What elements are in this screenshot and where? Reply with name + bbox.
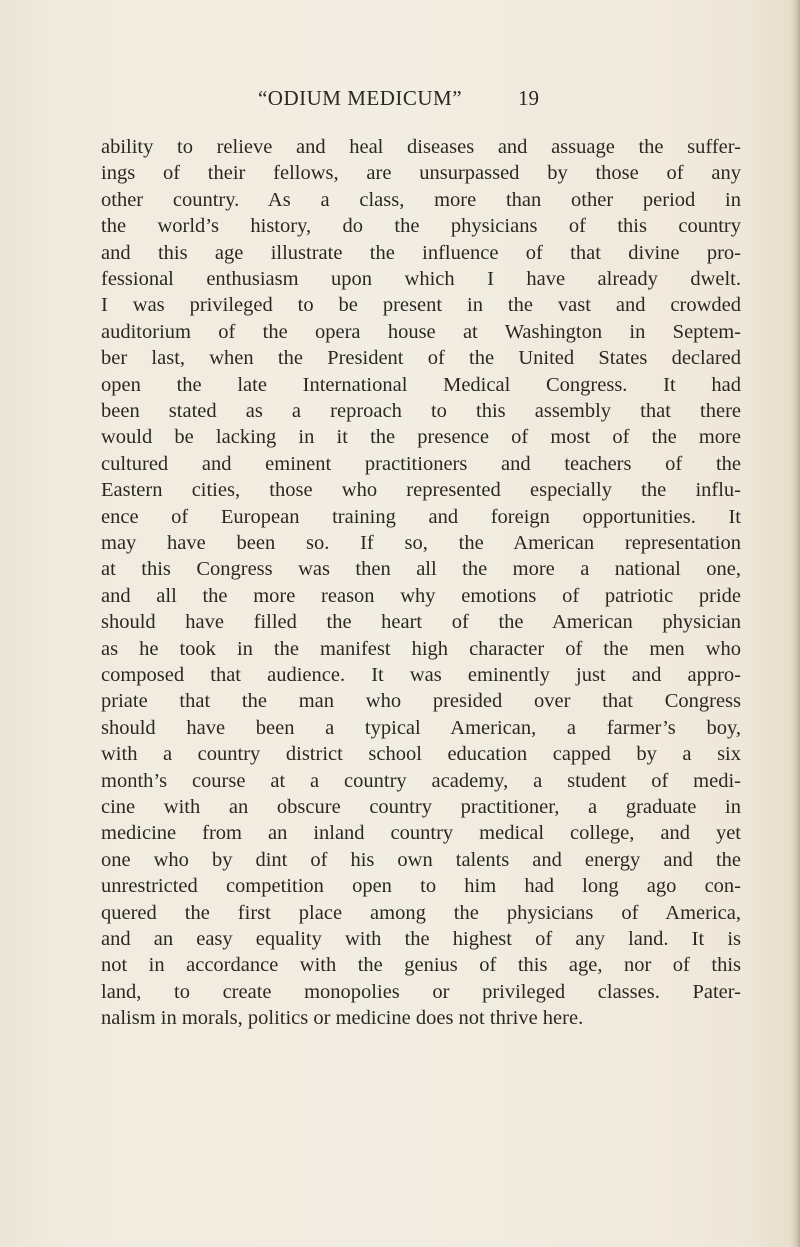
text-line: may have been so. If so, the American representation (101, 532, 741, 554)
text-line: cultured and eminent practitioners and teachers of the (101, 452, 741, 475)
text-line: would be lacking in it the presence of most of the more (101, 426, 741, 449)
text-line: at this Congress was then all the more a national one, (101, 558, 741, 581)
text-line: been stated as a reproach to this assembly that there (101, 400, 741, 422)
text-line: ence of European training and foreign opportunities. It (101, 505, 741, 528)
text-line: land, to create monopolies or privileged classes. Pater- (101, 980, 741, 1003)
text-line: not in accordance with the genius of this age, nor of this (101, 954, 741, 977)
text-line: I was privileged to be present in the vast and crowded (101, 294, 741, 317)
text-line: priate that the man who presided over that Congress (101, 690, 741, 713)
text-line: should have filled the heart of the American physician (101, 611, 741, 634)
text-line: one who by dint of his own talents and energy and the (101, 848, 741, 871)
text-line: and an easy equality with the highest of any land. It is (101, 928, 741, 950)
running-title: “ODIUM MEDICUM” (257, 86, 463, 110)
text-line: the world’s history, do the physicians of this country (101, 215, 741, 238)
text-line: composed that audience. It was eminently just and appro- (101, 664, 741, 686)
text-line: ability to relieve and heal diseases and assuage the suffer- (101, 136, 741, 158)
text-line: ings of their fellows, are unsurpassed by those of any (101, 162, 741, 185)
text-line: ber last, when the President of the United States declared (101, 347, 741, 370)
page-edge-shadow (790, 0, 800, 1247)
text-line: open the late International Medical Congress. It had (101, 373, 741, 396)
text-line: as he took in the manifest high character of the men who (101, 637, 741, 660)
text-line: and all the more reason why emotions of patriotic pride (101, 584, 741, 607)
text-line: should have been a typical American, a farmer’s boy, (101, 716, 741, 739)
text-line: Eastern cities, those who represented especially the influ- (101, 479, 741, 502)
page-number: 19 (518, 86, 539, 110)
text-line: nalism in morals, politics or medicine does not thrive here. (101, 1007, 584, 1030)
text-line: medicine from an inland country medical college, and yet (101, 822, 741, 845)
text-line: fessional enthusiasm upon which I have already dwelt. (101, 268, 741, 290)
text-line: with a country district school education capped by a six (101, 743, 741, 766)
text-line: and this age illustrate the influence of that divine pro- (101, 241, 741, 264)
page-header (0, 86, 800, 122)
text-line: month’s course at a country academy, a student of medi- (101, 769, 741, 792)
text-line: auditorium of the opera house at Washington in Septem- (101, 320, 741, 343)
text-line: cine with an obscure country practitioner, a graduate in (101, 796, 741, 818)
text-line: unrestricted competition open to him had long ago con- (101, 875, 741, 898)
text-line: quered the first place among the physicians of America, (101, 901, 741, 924)
text-line: other country. As a class, more than other period in (101, 188, 741, 211)
